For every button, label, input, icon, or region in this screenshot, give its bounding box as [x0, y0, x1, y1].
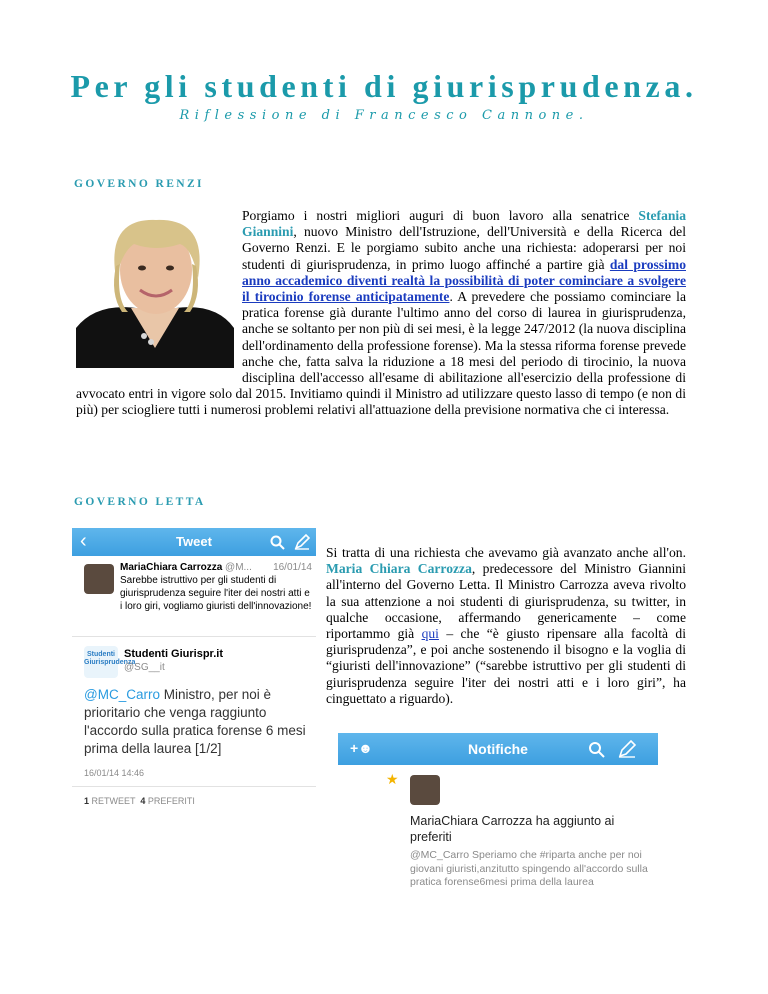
document-title: Per gli studenti di giurisprudenza. [70, 68, 698, 104]
notification-text: MariaChiara Carrozza ha aggiunto ai preferiti [410, 814, 615, 844]
compose-icon[interactable] [294, 534, 310, 550]
reply-tweet-text: @MC_Carro Ministro, per noi è prioritario che venga raggiunto l'accordo sulla pratica forense 6 mesi prima della laurea [1/2] [84, 687, 306, 756]
notifications-topbar: +☻ Notifiche [338, 733, 658, 765]
document-subtitle: Riflessione di Francesco Cannone. [179, 108, 589, 123]
search-icon[interactable] [588, 741, 606, 759]
avatar [84, 564, 114, 594]
notifications-screenshot [338, 733, 658, 983]
tirocinio-link[interactable]: dal prossimo anno accademico diventi realtà la possibilità di poter cominciare a svolgere il tirocinio forense anticipatamente [242, 256, 686, 305]
name-carrozza: Maria Chiara Carrozza [326, 561, 472, 577]
tweet-topbar: ‹ Tweet [72, 528, 316, 556]
compose-icon[interactable] [618, 740, 636, 758]
qui-link[interactable]: qui [421, 626, 439, 642]
search-icon[interactable] [270, 535, 286, 551]
tweet-text: Sarebbe istruttivo per gli studenti di giurisprudenza seguire l'iter dei nostri atti e i loro giri, vogliamo giuristi dell'innovazione! [120, 575, 312, 612]
tweet-stats: 1 RETWEET 4 PREFERITI [84, 796, 195, 806]
paragraph-letta: Si tratta di una richiesta che avevamo già avanzato anche all'on. Maria Chiara Carrozza, predecessore del Ministro Giannini all'interno del Governo Letta. Il Ministro Carrozza aveva rivolto la sua attenzione a noi studenti di giurisprudenza, su twitter, in qualche occasione, affermando genericamente – come riportammo già qui – che “è giusto ripensare alla facoltà di giurisprudenza”, e poi anche sostenendo il bisogno e la voglia di “giuristi dell'innovazione” (“sarebbe istruttivo per gli studenti di giurisprudenza seguire l'iter dei nostri atti e i loro giri”, ha cinguettato a riguardo). [326, 545, 686, 706]
star-icon: ★ [386, 771, 399, 787]
name-giannini: Stefania Giannini [242, 208, 686, 240]
studenti-logo: Studenti Giurisprudenza [84, 646, 118, 678]
quoted-tweet: @MC_Carro Speriamo che #riparta anche per noi giovani giuristi,anzitutto spingendo all'accordo sulla pratica forense6mesi prima della laurea [410, 849, 648, 888]
section-heading-renzi: GOVERNO RENZI [74, 178, 204, 190]
paragraph-renzi: Porgiamo i nostri migliori auguri di buon lavoro alla senatrice Stefania Giannini, nuovo Ministro dell'Istruzione, dell'Università e della Ricerca del Governo Renzi. E le porgiamo subito anche una richiesta: adoperarsi per noi studenti di giurisprudenza, in primo luogo affinché a partire già dal prossimo anno accademico diventi realtà la possibilità di poter cominciare a svolgere il tirocinio forense anticipatamente. A prevedere che possiamo cominciare la pratica forense già durante l'ultimo anno del corso di laurea in giurisprudenza, anche se soltanto per non più di sei mesi, è la legge 247/2012 (la nuova disciplina dell'ordinamento della professione forense). Ma la stessa riforma forense prevede anche che, fatta salva la riduzione a 18 mesi del periodo di tirocinio, la nuova disciplina dell'accesso all'esame di abilitazione all'esercizio della professione di avvocato entri in vigore solo dal 2015. Invitiamo quindi il Ministro ad utilizzare questo lasso di tempo (e non di più) per sciogliere tutti i numerosi problemi relativi all'attuazione della previsione normativa che ci interessa. [76, 208, 686, 418]
section-heading-letta: GOVERNO LETTA [74, 496, 206, 508]
avatar [410, 775, 440, 805]
tweet-screenshot: ‹ Tweet MariaChiara Carrozza @M... 16/01/14 Sarebbe istruttivo per gli studenti di giurisprudenza seguire l'iter dei nostri atti e i loro giri, vogliamo giuristi dell'innovazione! Studenti Giurisprudenza Studenti Giurispr.it @SG__it @MC_Carro Ministro, per noi è prioritario che venga raggiunto l'accordo sulla pratica forense 6 mesi prima della laurea [1/2] 16/01/14 14:46 1 RETWEET 4 PREFERITI [72, 528, 316, 794]
back-icon[interactable]: ‹ [80, 530, 87, 552]
add-user-icon[interactable]: +☻ [350, 740, 373, 756]
mention-link[interactable]: @MC_Carro [84, 687, 160, 702]
